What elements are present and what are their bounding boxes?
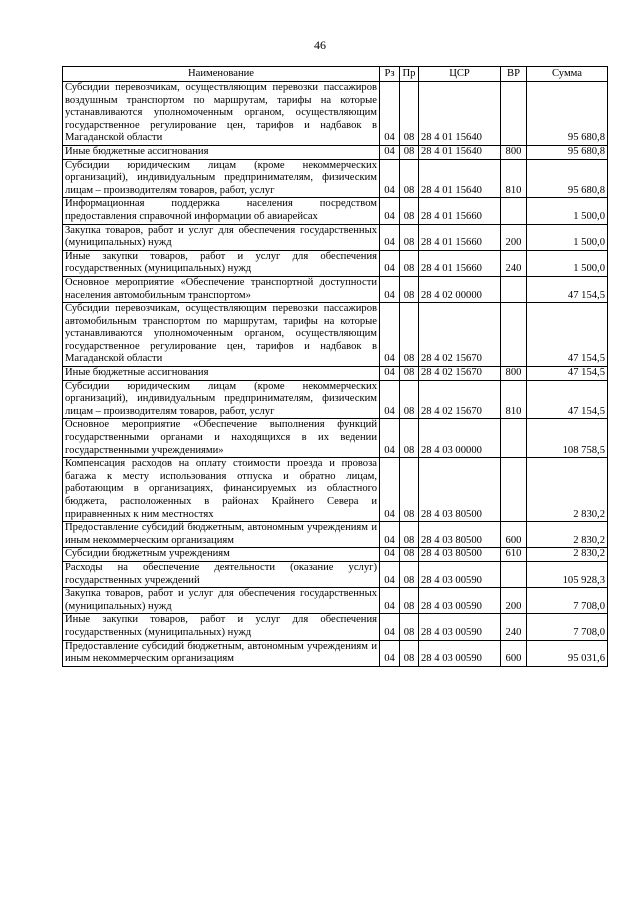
cell-pr: 08 xyxy=(400,588,419,614)
cell-vr: 800 xyxy=(501,145,527,159)
cell-rz: 04 xyxy=(380,224,400,250)
table-row xyxy=(63,276,608,302)
cell-rz: 04 xyxy=(380,276,400,302)
cell-vr: 810 xyxy=(501,380,527,419)
cell-csr: 28 4 02 15670 xyxy=(419,380,501,419)
cell-csr: 28 4 03 00590 xyxy=(419,640,501,666)
cell-vr: 240 xyxy=(501,250,527,276)
cell-vr xyxy=(501,198,527,224)
table-row xyxy=(63,250,608,276)
table-row xyxy=(63,303,608,367)
cell-name: Иные бюджетные ассигнования xyxy=(63,145,380,159)
cell-sum: 2 830,2 xyxy=(527,522,608,548)
cell-csr: 28 4 01 15660 xyxy=(419,250,501,276)
cell-csr: 28 4 01 15640 xyxy=(419,159,501,198)
cell-sum: 95 680,8 xyxy=(527,159,608,198)
cell-csr: 28 4 02 00000 xyxy=(419,276,501,302)
cell-sum: 2 830,2 xyxy=(527,458,608,522)
cell-csr: 28 4 03 80500 xyxy=(419,522,501,548)
table-header-row xyxy=(63,67,608,82)
cell-sum: 47 154,5 xyxy=(527,380,608,419)
cell-rz: 04 xyxy=(380,367,400,381)
table-row xyxy=(63,561,608,587)
cell-rz: 04 xyxy=(380,561,400,587)
cell-pr: 08 xyxy=(400,614,419,640)
cell-rz: 04 xyxy=(380,250,400,276)
cell-name: Субсидии юридическим лицам (кроме некоммерческих организаций), индивидуальным предпринимателям, физическим лицам – производителям товаров, работ, услуг xyxy=(63,380,380,419)
cell-sum: 7 708,0 xyxy=(527,614,608,640)
header-csr: ЦСР xyxy=(419,67,501,82)
cell-sum: 47 154,5 xyxy=(527,276,608,302)
table-row xyxy=(63,522,608,548)
cell-rz: 04 xyxy=(380,548,400,562)
cell-pr: 08 xyxy=(400,458,419,522)
cell-rz: 04 xyxy=(380,82,400,146)
cell-vr xyxy=(501,419,527,458)
cell-vr xyxy=(501,458,527,522)
table-row xyxy=(63,640,608,666)
cell-name: Основное мероприятие «Обеспечение транспортной доступности населения автомобильным транспортом» xyxy=(63,276,380,302)
cell-name: Предоставление субсидий бюджетным, автономным учреждениям и иным некоммерческим организациям xyxy=(63,640,380,666)
cell-pr: 08 xyxy=(400,82,419,146)
header-sum: Сумма xyxy=(527,67,608,82)
cell-name: Закупка товаров, работ и услуг для обеспечения государственных (муниципальных) нужд xyxy=(63,588,380,614)
cell-pr: 08 xyxy=(400,548,419,562)
cell-name: Субсидии перевозчикам, осуществляющим перевозки пассажиров воздушным транспортом по маршрутам, тарифы на которые устанавливаются уполномоченным органом, осуществляющим государственное регулирование цен, тарифов и надбавок в Магаданской области xyxy=(63,82,380,146)
cell-name: Компенсация расходов на оплату стоимости проезда и провоза багажа к месту использования отпуска и обратно лицам, работающим в организациях, финансируемых из областного бюджета, расположенных в районах Крайнего Севера и приравненных к ним местностях xyxy=(63,458,380,522)
cell-sum: 2 830,2 xyxy=(527,548,608,562)
cell-name: Иные закупки товаров, работ и услуг для обеспечения государственных (муниципальных) нужд xyxy=(63,250,380,276)
cell-vr xyxy=(501,276,527,302)
cell-sum: 108 758,5 xyxy=(527,419,608,458)
cell-rz: 04 xyxy=(380,159,400,198)
cell-rz: 04 xyxy=(380,198,400,224)
cell-rz: 04 xyxy=(380,614,400,640)
cell-sum: 95 680,8 xyxy=(527,82,608,146)
cell-vr: 600 xyxy=(501,522,527,548)
cell-rz: 04 xyxy=(380,640,400,666)
cell-name: Предоставление субсидий бюджетным, автономным учреждениям и иным некоммерческим организациям xyxy=(63,522,380,548)
table-row xyxy=(63,82,608,146)
cell-rz: 04 xyxy=(380,419,400,458)
cell-rz: 04 xyxy=(380,522,400,548)
cell-name: Основное мероприятие «Обеспечение выполнения функций государственными органами и находящихся в их ведении государственными учреждениями» xyxy=(63,419,380,458)
table-body xyxy=(63,82,608,667)
cell-sum: 7 708,0 xyxy=(527,588,608,614)
table-row xyxy=(63,145,608,159)
cell-sum: 1 500,0 xyxy=(527,250,608,276)
table-row xyxy=(63,614,608,640)
cell-pr: 08 xyxy=(400,250,419,276)
cell-pr: 08 xyxy=(400,367,419,381)
cell-pr: 08 xyxy=(400,276,419,302)
table-row xyxy=(63,380,608,419)
cell-sum: 47 154,5 xyxy=(527,367,608,381)
header-pr: Пр xyxy=(400,67,419,82)
cell-csr: 28 4 01 15660 xyxy=(419,198,501,224)
table-row xyxy=(63,367,608,381)
budget-table xyxy=(62,66,608,667)
cell-name: Субсидии юридическим лицам (кроме некоммерческих организаций), индивидуальным предпринимателям, физическим лицам – производителям товаров, работ, услуг xyxy=(63,159,380,198)
cell-name: Закупка товаров, работ и услуг для обеспечения государственных (муниципальных) нужд xyxy=(63,224,380,250)
cell-csr: 28 4 01 15660 xyxy=(419,224,501,250)
table-row xyxy=(63,198,608,224)
header-vr: ВР xyxy=(501,67,527,82)
cell-csr: 28 4 01 15640 xyxy=(419,82,501,146)
cell-sum: 95 680,8 xyxy=(527,145,608,159)
cell-name: Иные бюджетные ассигнования xyxy=(63,367,380,381)
cell-sum: 47 154,5 xyxy=(527,303,608,367)
cell-name: Информационная поддержка населения посредством предоставления справочной информации об авиарейсах xyxy=(63,198,380,224)
cell-csr: 28 4 02 15670 xyxy=(419,367,501,381)
cell-sum: 1 500,0 xyxy=(527,198,608,224)
cell-vr xyxy=(501,303,527,367)
cell-rz: 04 xyxy=(380,303,400,367)
header-rz: Рз xyxy=(380,67,400,82)
cell-rz: 04 xyxy=(380,145,400,159)
cell-vr: 610 xyxy=(501,548,527,562)
cell-vr: 810 xyxy=(501,159,527,198)
cell-csr: 28 4 03 80500 xyxy=(419,548,501,562)
cell-vr: 600 xyxy=(501,640,527,666)
cell-rz: 04 xyxy=(380,588,400,614)
cell-name: Иные закупки товаров, работ и услуг для обеспечения государственных (муниципальных) нужд xyxy=(63,614,380,640)
table-row xyxy=(63,458,608,522)
cell-vr: 240 xyxy=(501,614,527,640)
cell-pr: 08 xyxy=(400,159,419,198)
cell-pr: 08 xyxy=(400,198,419,224)
cell-csr: 28 4 01 15640 xyxy=(419,145,501,159)
cell-pr: 08 xyxy=(400,380,419,419)
cell-pr: 08 xyxy=(400,224,419,250)
cell-pr: 08 xyxy=(400,419,419,458)
header-name: Наименование xyxy=(63,67,380,82)
cell-pr: 08 xyxy=(400,561,419,587)
cell-name: Субсидии бюджетным учреждениям xyxy=(63,548,380,562)
cell-vr xyxy=(501,561,527,587)
cell-name: Расходы на обеспечение деятельности (оказание услуг) государственных учреждений xyxy=(63,561,380,587)
cell-name: Субсидии перевозчикам, осуществляющим перевозки пассажиров автомобильным транспортом по маршрутам, тарифы на которые устанавливаются уполномоченным органом, осуществляющим государственное регулирование цен, тарифов и надбавок в Магаданской области xyxy=(63,303,380,367)
cell-csr: 28 4 03 80500 xyxy=(419,458,501,522)
cell-vr xyxy=(501,82,527,146)
cell-vr: 800 xyxy=(501,367,527,381)
cell-csr: 28 4 02 15670 xyxy=(419,303,501,367)
cell-rz: 04 xyxy=(380,458,400,522)
cell-csr: 28 4 03 00000 xyxy=(419,419,501,458)
cell-sum: 95 031,6 xyxy=(527,640,608,666)
cell-vr: 200 xyxy=(501,224,527,250)
cell-sum: 1 500,0 xyxy=(527,224,608,250)
cell-pr: 08 xyxy=(400,145,419,159)
table-row xyxy=(63,548,608,562)
cell-pr: 08 xyxy=(400,522,419,548)
cell-csr: 28 4 03 00590 xyxy=(419,561,501,587)
cell-pr: 08 xyxy=(400,303,419,367)
cell-rz: 04 xyxy=(380,380,400,419)
table-row xyxy=(63,224,608,250)
page-number: 46 xyxy=(314,38,326,52)
cell-csr: 28 4 03 00590 xyxy=(419,614,501,640)
cell-vr: 200 xyxy=(501,588,527,614)
table-row xyxy=(63,159,608,198)
cell-pr: 08 xyxy=(400,640,419,666)
table-row xyxy=(63,419,608,458)
cell-csr: 28 4 03 00590 xyxy=(419,588,501,614)
table-row xyxy=(63,588,608,614)
cell-sum: 105 928,3 xyxy=(527,561,608,587)
